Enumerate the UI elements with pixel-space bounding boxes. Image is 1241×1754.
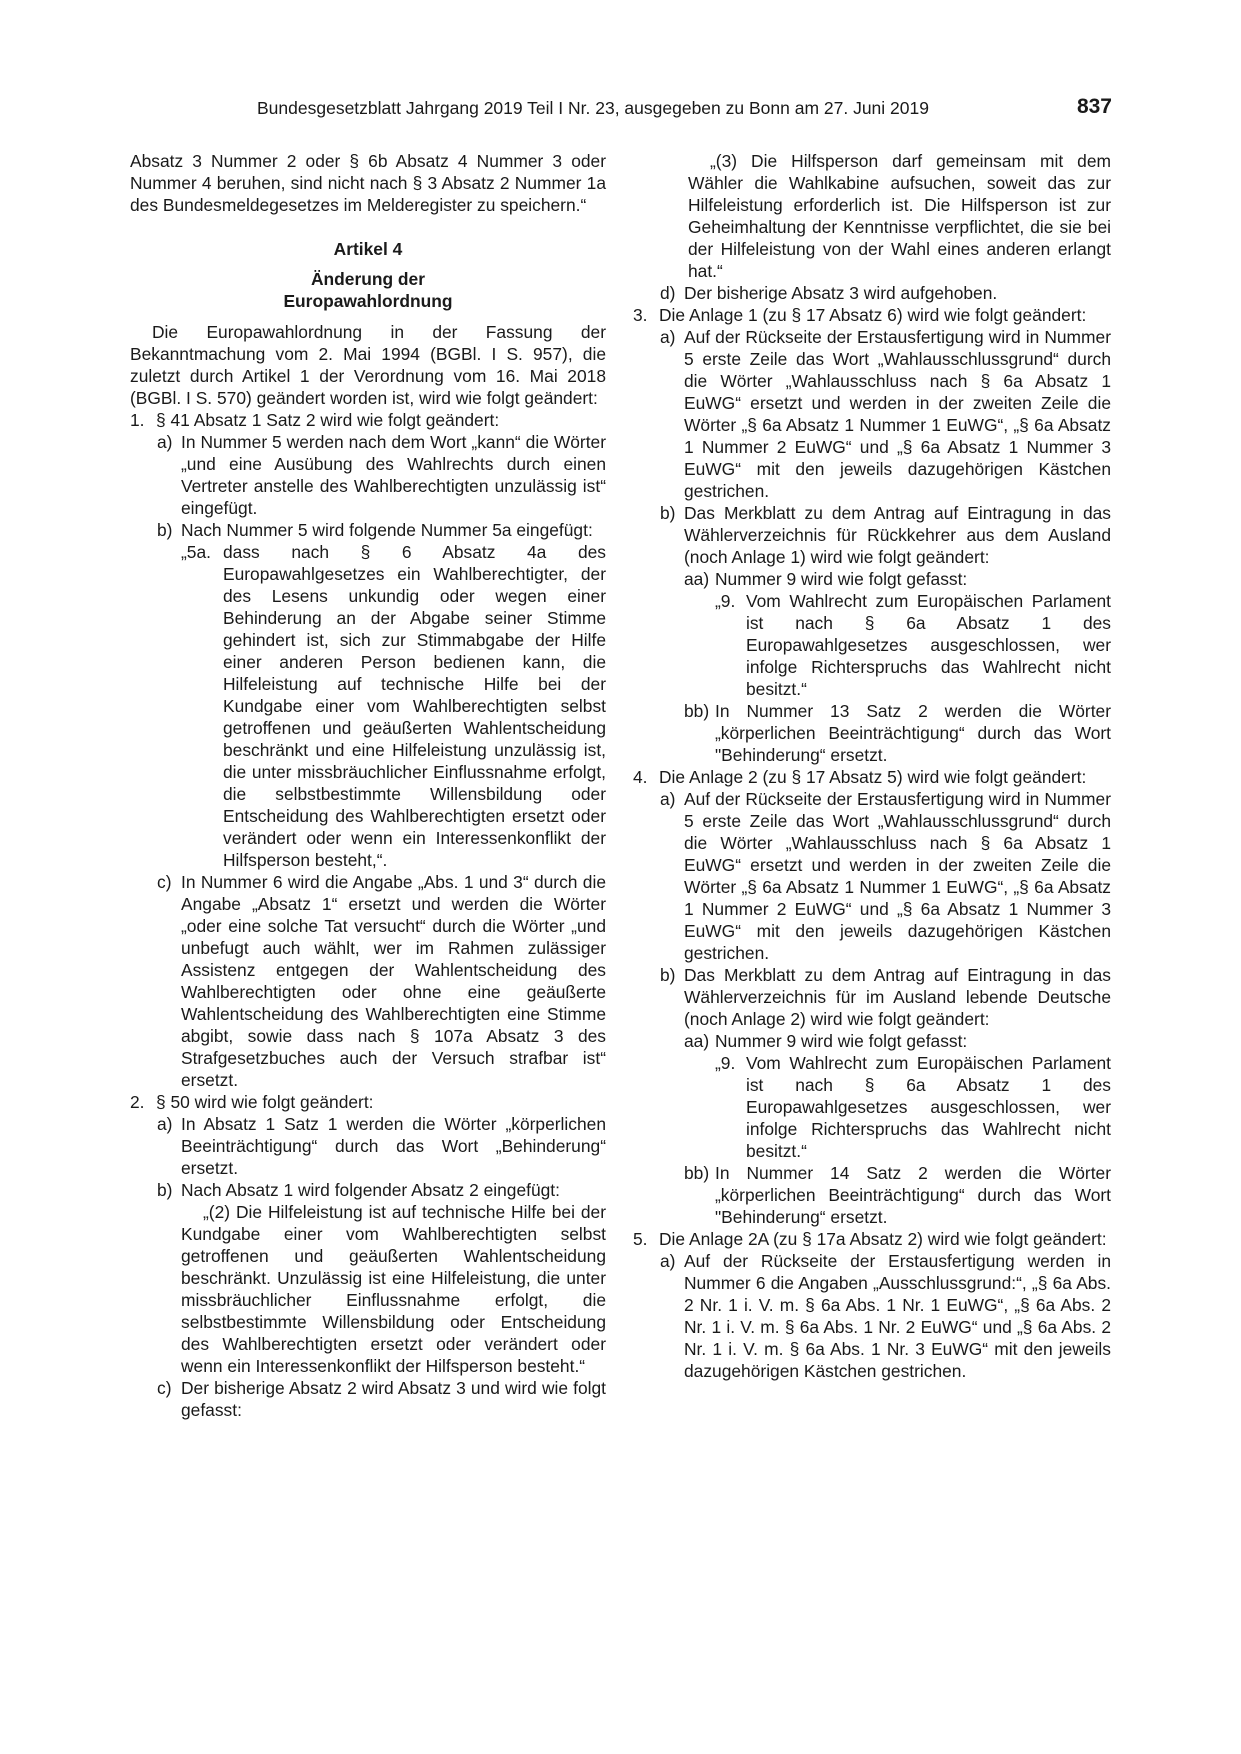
quoted-paragraph-3: „(3) Die Hilfsperson darf gemeinsam mit dem Wähler die Wahlkabine aufsuchen, soweit das zur Hilfeleistung erforderlich ist. Die Hilfsperson ist zur Geheimhaltung der Kenntnisse verpflichtet, die sie bei der Hilfeleistung von der Wahl eines anderen erlangt hat.“ [688, 151, 1111, 281]
article-title: Artikel 4 [333, 239, 403, 259]
list-item-label: a) [660, 327, 676, 347]
list-item-label: b) [660, 965, 676, 985]
list-item-3a [633, 326, 1111, 502]
quoted-paragraph-2: „(2) Die Hilfeleistung ist auf technische Hilfe bei der Kundgabe einer vom Wahlberechtigten selbst getroffenen und geäußerten Wahlentscheidung beschränkt. Unzulässig ist eine Hilfeleistung, die unter missbräuchlicher Einflussnahme erfolgt, die selbstbestimmte Willensbildung oder Entscheidung des Wahlberechtigten ersetzt oder verändert oder wenn ein Interessenkonflikt der Hilfsperson besteht.“ [181, 1202, 606, 1376]
quoted-number-5a [130, 541, 606, 871]
right-column [633, 150, 1111, 1382]
quote-label: „5a. [181, 542, 211, 562]
list-item-5 [633, 1228, 1111, 1250]
list-item-text: Nach Absatz 1 wird folgender Absatz 2 eingefügt: [181, 1180, 560, 1200]
list-item-label: a) [660, 1251, 676, 1271]
left-column [130, 150, 606, 1421]
list-item-label: b) [660, 503, 676, 523]
list-item-text: Das Merkblatt zu dem Antrag auf Eintragung in das Wählerverzeichnis für im Ausland lebende Deutsche (noch Anlage 2) wird wie folgt geändert: [684, 965, 1111, 1029]
list-item-label: aa) [684, 569, 710, 589]
list-item-label: c) [157, 872, 172, 892]
list-item-label: bb) [684, 1163, 710, 1183]
list-item-1a [130, 431, 606, 519]
article-subtitle-2: Europawahlordnung [283, 291, 453, 311]
list-item-text: In Nummer 14 Satz 2 werden die Wörter „körperlichen Beeinträchtigung“ durch das Wort "Behinderung“ ersetzt. [715, 1163, 1111, 1227]
list-item-text: Der bisherige Absatz 3 wird aufgehoben. [684, 283, 998, 303]
article-intro: Die Europawahlordnung in der Fassung der Bekanntmachung vom 2. Mai 1994 (BGBl. I S. 957), die zuletzt durch Artikel 1 der Verordnung vom 16. Mai 2018 (BGBl. I S. 570) geändert worden ist, wird wie folgt geändert: [130, 322, 606, 408]
list-item-2 [130, 1091, 606, 1113]
quote-text: Vom Wahlrecht zum Europäischen Parlament ist nach § 6a Absatz 1 des Europawahlgesetzes ausgeschlossen, wer infolge Richterspruchs das Wahlrecht nicht besitzt.“ [746, 1053, 1111, 1161]
quote-label: „9. [715, 591, 736, 611]
list-item-text: Auf der Rückseite der Erstausfertigung werden in Nummer 6 die Angaben „Ausschlussgrund:“, „§ 6a Abs. 2 Nr. 1 i. V. m. § 6a Abs. 1 Nr. 1 EuWG“, „§ 6a Abs. 2 Nr. 1 i. V. m. § 6a Abs. 1 Nr. 2 EuWG“ und „§ 6a Abs. 2 Nr. 1 i. V. m. § 6a Abs. 1 Nr. 3 EuWG“ mit den jeweils dazugehörigen Kästchen gestrichen. [684, 1251, 1111, 1381]
list-item-3b-aa [633, 568, 1111, 590]
list-item-label: 3. [633, 305, 648, 325]
list-item-text: Die Anlage 2A (zu § 17a Absatz 2) wird wie folgt geändert: [659, 1229, 1107, 1249]
list-item-text: In Nummer 6 wird die Angabe „Abs. 1 und 3“ durch die Angabe „Absatz 1“ ersetzt und werden die Wörter „oder eine solche Tat versucht“ durch die Wörter „und unbefugt auch wählt, wer im Rahmen zulässiger Assistenz entgegen der Wahlentscheidung des Wahlberechtigten oder ohne eine geäußerte Wahlentscheidung des Wahlberechtigten eine Stimme abgibt, sowie dass nach § 107a Absatz 3 des Strafgesetzbuches auch der Versuch strafbar ist“ ersetzt. [181, 872, 606, 1090]
list-item-1b [130, 519, 606, 541]
quoted-number-9 [633, 1052, 1111, 1162]
list-item-text: Nummer 9 wird wie folgt gefasst: [715, 1031, 968, 1051]
list-item-label: 5. [633, 1229, 648, 1249]
list-item-4a [633, 788, 1111, 964]
list-item-text: Nummer 9 wird wie folgt gefasst: [715, 569, 968, 589]
list-item-3b [633, 502, 1111, 568]
list-item-4b-bb [633, 1162, 1111, 1228]
list-item-3 [633, 304, 1111, 326]
list-item-2d [633, 282, 1111, 304]
page-number: 837 [1076, 95, 1112, 118]
list-item-text: § 50 wird wie folgt geändert: [156, 1092, 374, 1112]
list-item-5a [633, 1250, 1111, 1382]
quoted-number-9 [633, 590, 1111, 700]
list-item-text: Das Merkblatt zu dem Antrag auf Eintragung in das Wählerverzeichnis für Rückkehrer aus dem Ausland (noch Anlage 1) wird wie folgt geändert: [684, 503, 1111, 567]
list-item-4b-aa [633, 1030, 1111, 1052]
quote-label: „9. [715, 1053, 736, 1073]
list-item-text: Die Anlage 2 (zu § 17 Absatz 5) wird wie folgt geändert: [659, 767, 1087, 787]
list-item-text: Auf der Rückseite der Erstausfertigung wird in Nummer 5 erste Zeile das Wort „Wahlausschlussgrund“ durch die Wörter „Wahlausschluss nach § 6a Absatz 1 EuWG“ ersetzt und werden in der zweiten Zeile die Wörter „§ 6a Absatz 1 Nummer 1 EuWG“, „§ 6a Absatz 1 Nummer 2 EuWG“ und „§ 6a Absatz 1 Nummer 3 EuWG“ mit den jeweils dazugehörigen Kästchen gestrichen. [684, 789, 1111, 963]
list-item-4 [633, 766, 1111, 788]
list-item-text: § 41 Absatz 1 Satz 2 wird wie folgt geändert: [156, 410, 500, 430]
list-item-label: a) [157, 1114, 173, 1134]
list-item-label: aa) [684, 1031, 710, 1051]
list-item-text: Auf der Rückseite der Erstausfertigung wird in Nummer 5 erste Zeile das Wort „Wahlausschlussgrund“ durch die Wörter „Wahlausschluss nach § 6a Absatz 1 EuWG“ ersetzt und werden in der zweiten Zeile die Wörter „§ 6a Absatz 1 Nummer 1 EuWG“, „§ 6a Absatz 1 Nummer 2 EuWG“ und „§ 6a Absatz 1 Nummer 3 EuWG“ mit den jeweils dazugehörigen Kästchen gestrichen. [684, 327, 1111, 501]
list-item-text: In Nummer 5 werden nach dem Wort „kann“ die Wörter „und eine Ausübung des Wahlrechts durch einen Vertreter anstelle des Wahlberechtigten unzulässig ist“ eingefügt. [181, 432, 606, 518]
list-item-label: 4. [633, 767, 648, 787]
page-header [257, 95, 1112, 128]
list-item-1 [130, 409, 606, 431]
list-item-2a [130, 1113, 606, 1179]
list-item-4b [633, 964, 1111, 1030]
list-item-label: c) [157, 1378, 172, 1398]
list-item-label: b) [157, 1180, 173, 1200]
article-subtitle-1: Änderung der [310, 269, 425, 289]
list-item-text: In Absatz 1 Satz 1 werden die Wörter „körperlichen Beeinträchtigung“ durch das Wort „Behinderung“ ersetzt. [181, 1114, 606, 1178]
running-title: Bundesgesetzblatt Jahrgang 2019 Teil I Nr. 23, ausgegeben zu Bonn am 27. Juni 2019 [257, 98, 929, 118]
list-item-text: Die Anlage 1 (zu § 17 Absatz 6) wird wie folgt geändert: [659, 305, 1087, 325]
list-item-1c [130, 871, 606, 1091]
list-item-2c [130, 1377, 606, 1421]
quote-text: Vom Wahlrecht zum Europäischen Parlament ist nach § 6a Absatz 1 des Europawahlgesetzes ausgeschlossen, wer infolge Richterspruchs das Wahlrecht nicht besitzt.“ [746, 591, 1111, 699]
list-item-label: a) [660, 789, 676, 809]
list-item-text: In Nummer 13 Satz 2 werden die Wörter „körperlichen Beeinträchtigung“ durch das Wort "Behinderung“ ersetzt. [715, 701, 1111, 765]
list-item-3b-bb [633, 700, 1111, 766]
list-item-label: b) [157, 520, 173, 540]
list-item-2b [130, 1179, 606, 1201]
list-item-label: bb) [684, 701, 710, 721]
list-item-label: 2. [130, 1092, 145, 1112]
list-item-label: 1. [130, 410, 145, 430]
quote-text: dass nach § 6 Absatz 4a des Europawahlgesetzes ein Wahlberechtigter, der des Lesens unkundig oder wegen einer Behinderung an der Abgabe seiner Stimme gehindert ist, sich zur Stimmabgabe der Hilfe einer anderen Person bedienen kann, die Hilfeleistung auf technische Hilfe bei der Kundgabe einer vom Wahlberechtigten selbst getroffenen und geäußerten Wahlentscheidung beschränkt und eine Hilfeleistung unzulässig ist, die unter missbräuchlicher Einflussnahme erfolgt, die selbstbestimmte Willensbildung oder Entscheidung des Wahlberechtigten ersetzt oder verändert oder wenn ein Interessenkonflikt der Hilfsperson besteht,“. [223, 542, 606, 870]
list-item-label: a) [157, 432, 173, 452]
continued-paragraph: Absatz 3 Nummer 2 oder § 6b Absatz 4 Nummer 3 oder Nummer 4 beruhen, sind nicht nach § 3 Absatz 2 Nummer 1a des Bundesmeldegesetzes im Melderegister zu speichern.“ [130, 151, 606, 215]
list-item-label: d) [660, 283, 676, 303]
list-item-text: Der bisherige Absatz 2 wird Absatz 3 und wird wie folgt gefasst: [181, 1378, 606, 1420]
list-item-text: Nach Nummer 5 wird folgende Nummer 5a eingefügt: [181, 520, 593, 540]
